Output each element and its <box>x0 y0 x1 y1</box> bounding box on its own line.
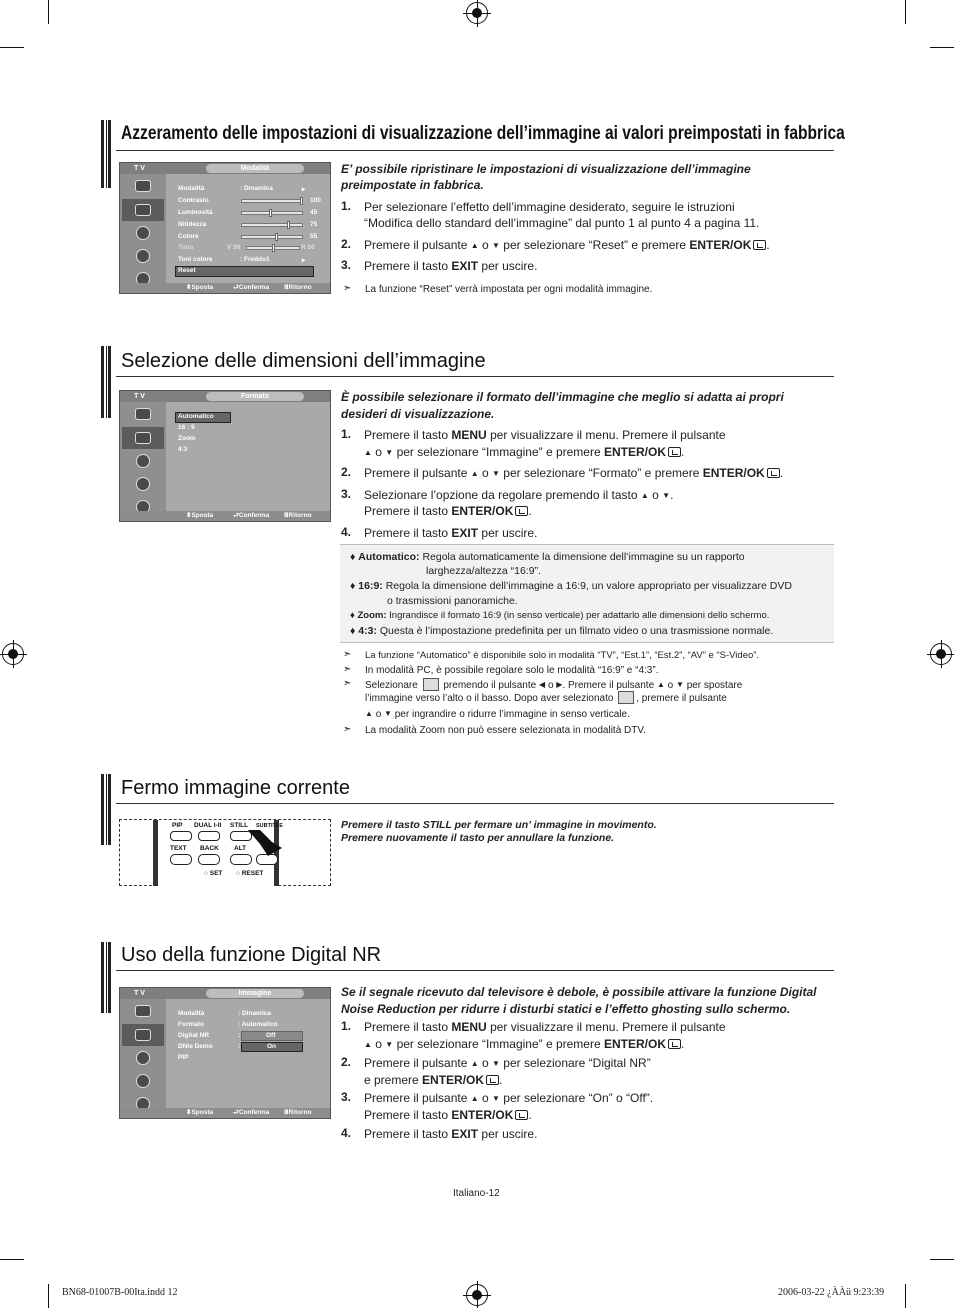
note-text: l’immagine verso l’alto o il basso. Dopo aver selezionato , premere il pulsante <box>365 693 727 704</box>
osd-tv-label: T V <box>134 393 145 400</box>
step-number: 3. <box>341 487 352 501</box>
down-arrow-icon: ▼ <box>492 241 500 250</box>
note-text: Selezionare premendo il pulsante ◀ o ▶. Premere il pulsante ▲ o ▼ per spostare <box>365 677 742 694</box>
enter-icon <box>668 1039 681 1049</box>
osd-row-label: Nitidezza <box>178 221 207 228</box>
osd-title: Formato <box>206 392 304 401</box>
note-arrow-icon: ➣ <box>343 283 352 294</box>
step-text: Premere il tasto EXIT per uscire. <box>364 526 538 540</box>
step-text: ▲ o ▼ per selezionare “Immagine” e premere ENTER/OK . <box>364 1037 685 1051</box>
osd-row-label: Toni colore <box>178 256 213 263</box>
note-text: ▲ o ▼ per ingrandire o ridurre l’immagine in senso verticale. <box>365 706 630 723</box>
option-item: ♦ Automatico: Regola automaticamente la dimensione dell’immagine su un rapporto <box>350 551 745 563</box>
slider-tint <box>246 246 300 250</box>
step-number: 2. <box>341 465 352 479</box>
crop-mark <box>0 47 24 48</box>
osd-menu-picture-mode <box>119 162 331 294</box>
osd-row-label: Modalità <box>178 1010 205 1017</box>
remote-control-illustration <box>119 819 331 886</box>
pip-button <box>170 831 192 841</box>
osd-tv-label: T V <box>134 165 145 172</box>
section-divider <box>116 150 834 151</box>
up-arrow-icon: ▲ <box>470 1094 479 1103</box>
down-arrow-icon: ▼ <box>384 709 392 718</box>
osd-row-label: Digital NR <box>178 1032 210 1039</box>
up-arrow-icon: ▲ <box>365 709 373 718</box>
options-box <box>340 544 834 643</box>
sound-icon <box>122 1047 164 1069</box>
up-arrow-icon: ▲ <box>364 1040 372 1049</box>
osd-footer-back: ⅢRitorno <box>284 512 312 519</box>
step-text: Premere il pulsante ▲ o ▼ per selezionare “Reset” e premere ENTER/OK . <box>364 238 770 252</box>
osd-footer-back: ⅢRitorno <box>284 284 312 291</box>
osd-row-label: DNIe Demo <box>178 1043 213 1050</box>
left-arrow-icon: ◀ <box>539 680 546 689</box>
osd-title: Modalità <box>206 164 304 173</box>
back-button <box>198 854 220 865</box>
pointer-arrow-icon <box>246 828 286 862</box>
remote-key-label: BACK <box>200 845 219 852</box>
section-marker <box>101 774 111 845</box>
osd-row-label: Formato <box>178 1021 204 1028</box>
section-title: Uso della funzione Digital NR <box>121 944 382 966</box>
osd-row-label: Reset <box>178 267 196 274</box>
registration-mark-icon <box>930 643 952 665</box>
section-divider <box>116 376 834 377</box>
step-number: 1. <box>341 1019 352 1033</box>
slider-contrast <box>241 199 303 203</box>
antenna-icon <box>122 1000 164 1022</box>
osd-footer-enter: ⮐Conferma <box>233 284 270 291</box>
step-text: Premere il pulsante ▲ o ▼ per selezionare “On” o “Off”. <box>364 1091 654 1105</box>
remote-key-label: SUBTITLE <box>256 823 283 829</box>
crop-mark <box>930 47 954 48</box>
section-title: Fermo immagine corrente <box>121 777 350 799</box>
step-text: Per selezionare l’effetto dell’immagine desiderato, seguire le istruzioni <box>364 200 735 214</box>
picture-icon <box>122 1024 164 1046</box>
crop-mark <box>905 1284 906 1308</box>
step-text: Premere il tasto ENTER/OK . <box>364 504 532 518</box>
up-arrow-icon: ▲ <box>656 680 665 689</box>
slider-sharpness <box>241 223 303 227</box>
step-text: Premere il tasto ENTER/OK . <box>364 1108 532 1122</box>
remote-key-label: STILL <box>230 822 249 829</box>
dual-button <box>198 831 220 841</box>
crop-mark <box>905 0 906 24</box>
section-title: Azzeramento delle impostazioni di visualizzazione dell’immagine ai valori preimpostati in fabbrica <box>121 123 845 144</box>
enter-icon <box>668 447 681 457</box>
osd-row-label: Tinta <box>178 244 194 251</box>
enter-icon <box>767 468 780 478</box>
section-text: Premere nuovamente il tasto per annullare la funzione. <box>341 832 615 844</box>
osd-tv-label: T V <box>134 990 145 997</box>
channel-icon <box>122 245 164 267</box>
registration-mark-icon <box>2 643 24 665</box>
option-item: o trasmissioni panoramiche. <box>387 595 518 607</box>
section-marker <box>101 942 111 1013</box>
step-number: 3. <box>341 1090 352 1104</box>
osd-option: 4:3 <box>178 446 188 453</box>
section-marker <box>101 120 111 188</box>
note-arrow-icon: ➣ <box>343 649 352 660</box>
osd-row-label: Contrasto <box>178 197 209 204</box>
osd-menu-size <box>119 390 331 522</box>
set-label: ○ SET <box>204 870 223 877</box>
arrow-right-icon: ▸ <box>302 186 306 193</box>
picture-icon <box>122 427 164 449</box>
arrow-right-icon: ▸ <box>302 257 306 264</box>
step-number: 1. <box>341 427 352 441</box>
step-text: Premere il pulsante ▲ o ▼ per selezionare “Digital NR” <box>364 1056 651 1070</box>
step-number: 4. <box>341 525 352 539</box>
note-arrow-icon: ➣ <box>343 724 352 735</box>
osd-row-label: Modalità <box>178 185 205 192</box>
registration-mark-icon <box>466 2 488 24</box>
channel-icon <box>122 1070 164 1092</box>
osd-footer-move: ⬍Sposta <box>186 284 214 291</box>
sound-icon <box>122 450 164 472</box>
down-arrow-icon: ▼ <box>385 448 394 457</box>
step-text: Premere il pulsante ▲ o ▼ per selezionare “Formato” e premere ENTER/OK . <box>364 466 784 480</box>
step-text: Selezionare l’opzione da regolare premendo il tasto ▲ o ▼. <box>364 488 674 502</box>
screen-size-icon <box>618 691 634 704</box>
note-text: In modalità PC, è possibile regolare solo le modalità “16:9” e “4:3”. <box>365 665 659 676</box>
step-number: 2. <box>341 1055 352 1069</box>
remote-key-label: TEXT <box>170 845 187 852</box>
crop-mark <box>930 1259 954 1260</box>
print-footer-right: 2006-03-22 ¿ÀÀü 9:23:39 <box>778 1287 885 1298</box>
up-arrow-icon: ▲ <box>470 1059 479 1068</box>
registration-mark-icon <box>466 1284 488 1306</box>
osd-row-value: V 50 <box>227 244 241 251</box>
screen-position-icon <box>423 678 439 691</box>
section-intro: Se il segnale ricevuto dal televisore è debole, è possibile attivare la funzione Digital <box>341 985 817 999</box>
reset-label: ○ RESET <box>236 870 264 877</box>
note-text: La modalità Zoom non può essere selezionata in modalità DTV. <box>365 725 646 736</box>
osd-row-value: On <box>267 1043 277 1050</box>
crop-mark <box>48 1284 49 1308</box>
note-text: La funzione “Automatico” è disponibile solo in modalità “TV”, “Est.1”, “Est.2”, “AV” e “S-Video”. <box>365 650 760 661</box>
down-arrow-icon: ▼ <box>385 1040 394 1049</box>
step-number: 4. <box>341 1126 352 1140</box>
section-divider <box>116 970 834 971</box>
step-text: e premere ENTER/OK . <box>364 1073 503 1087</box>
osd-menu-picture <box>119 987 331 1119</box>
step-text: Premere il tasto MENU per visualizzare il menu. Premere il pulsante <box>364 428 726 442</box>
osd-row-value: 75 <box>310 221 318 228</box>
right-arrow-icon: ▶ <box>556 680 563 689</box>
step-text: ▲ o ▼ per selezionare “Immagine” e premere ENTER/OK . <box>364 445 685 459</box>
osd-row-label: Luminosità <box>178 209 213 216</box>
section-marker <box>101 346 111 418</box>
print-footer-left: BN68-01007B-00Ita.indd 12 <box>62 1287 178 1298</box>
note-arrow-icon: ➣ <box>343 678 352 689</box>
osd-option: 16 : 9 <box>178 424 195 431</box>
enter-icon <box>515 506 528 516</box>
note-arrow-icon: ➣ <box>343 664 352 675</box>
page-number: Italiano-12 <box>453 1188 500 1199</box>
text-button <box>170 854 192 865</box>
antenna-icon <box>122 403 164 425</box>
step-number: 2. <box>341 237 352 251</box>
osd-row-value: 55 <box>310 233 318 240</box>
down-arrow-icon: ▼ <box>492 1059 500 1068</box>
step-text: Premere il tasto EXIT per uscire. <box>364 1127 538 1141</box>
osd-row-value: Off <box>266 1032 276 1039</box>
bullet-icon: ♦ <box>350 610 355 621</box>
step-text: Premere il tasto EXIT per uscire. <box>364 259 538 273</box>
down-arrow-icon: ▼ <box>662 491 671 500</box>
remote-key-label: DUAL I-II <box>194 822 222 829</box>
enter-icon <box>515 1110 528 1120</box>
note-text: La funzione “Reset” verrà impostata per ogni modalità immagine. <box>365 284 653 295</box>
osd-footer-enter: ⮐Conferma <box>233 512 270 519</box>
section-divider <box>116 803 834 804</box>
remote-key-label: ALT <box>234 845 247 852</box>
osd-row-value: 45 <box>310 209 318 216</box>
osd-footer-back: ⅢRitorno <box>284 1109 312 1116</box>
step-text: Premere il tasto MENU per visualizzare il menu. Premere il pulsante <box>364 1020 726 1034</box>
bullet-icon: ♦ <box>350 580 356 592</box>
osd-row-value: : Dinamica <box>240 185 273 192</box>
step-number: 1. <box>341 199 352 213</box>
section-intro: E’ possibile ripristinare le impostazioni di visualizzazione dell’immagine <box>341 162 751 176</box>
bullet-icon: ♦ <box>350 625 356 637</box>
section-intro: preimpostate in fabbrica. <box>341 178 484 192</box>
remote-key-label: PIP <box>172 822 183 829</box>
up-arrow-icon: ▲ <box>364 448 372 457</box>
osd-option: Zoom <box>178 435 196 442</box>
slider-brightness <box>241 211 303 215</box>
osd-option: Automatico <box>178 413 214 420</box>
enter-icon <box>486 1075 499 1085</box>
osd-row-value: 100 <box>310 197 321 204</box>
up-arrow-icon: ▲ <box>470 469 479 478</box>
section-intro: È possibile selezionare il formato dell’immagine che meglio si adatta ai propri <box>341 390 784 404</box>
option-item: larghezza/altezza “16:9”. <box>426 565 541 577</box>
section-title: Selezione delle dimensioni dell’immagine <box>121 350 486 372</box>
section-intro: Noise Reduction per ridurre i disturbi statici e l’effetto ghosting sullo schermo. <box>341 1002 791 1016</box>
step-number: 3. <box>341 258 352 272</box>
up-arrow-icon: ▲ <box>640 491 649 500</box>
down-arrow-icon: ▼ <box>492 1094 500 1103</box>
osd-row-value: : Freddo1 <box>240 256 270 263</box>
crop-mark <box>0 1259 24 1260</box>
bullet-icon: ♦ <box>350 551 356 563</box>
osd-footer-enter: ⮐Conferma <box>233 1109 270 1116</box>
osd-row-value: : Dinamica <box>238 1010 271 1017</box>
sound-icon <box>122 222 164 244</box>
osd-title: Immagine <box>206 989 304 998</box>
osd-row-label: Colore <box>178 233 199 240</box>
section-text: Premere il tasto STILL per fermare un’ immagine in movimento. <box>341 819 657 831</box>
slider-color <box>241 235 303 239</box>
down-arrow-icon: ▼ <box>492 469 500 478</box>
option-item: ♦ 16:9: Regola la dimensione dell’immagine a 16:9, un valore appropriato per visualizzare DVD <box>350 580 792 592</box>
step-text: “Modifica dello standard dell’immagine” dal punto 1 al punto 4 a pagina 11. <box>364 216 760 230</box>
osd-colon: : <box>238 1043 241 1050</box>
option-item: ♦ Zoom: Ingrandisce il formato 16:9 (in senso verticale) per adattarlo alle dimensioni dello schermo. <box>350 610 770 621</box>
section-intro: desideri di visualizzazione. <box>341 407 495 421</box>
osd-row-value: : Automatico <box>238 1021 278 1028</box>
osd-footer-move: ⬍Sposta <box>186 1109 214 1116</box>
channel-icon <box>122 473 164 495</box>
osd-footer-move: ⬍Sposta <box>186 512 214 519</box>
antenna-icon <box>122 175 164 197</box>
down-arrow-icon: ▼ <box>675 680 684 689</box>
option-item: ♦ 4:3: Questa è l’impostazione predefinita per un filmato video o una trasmissione normale. <box>350 625 774 637</box>
osd-colon: : <box>238 1032 241 1039</box>
up-arrow-icon: ▲ <box>470 241 479 250</box>
osd-row-value: R 50 <box>301 244 315 251</box>
osd-row-label: PIP <box>178 1054 189 1061</box>
enter-icon <box>753 240 766 250</box>
picture-icon <box>122 199 164 221</box>
crop-mark <box>48 0 49 24</box>
